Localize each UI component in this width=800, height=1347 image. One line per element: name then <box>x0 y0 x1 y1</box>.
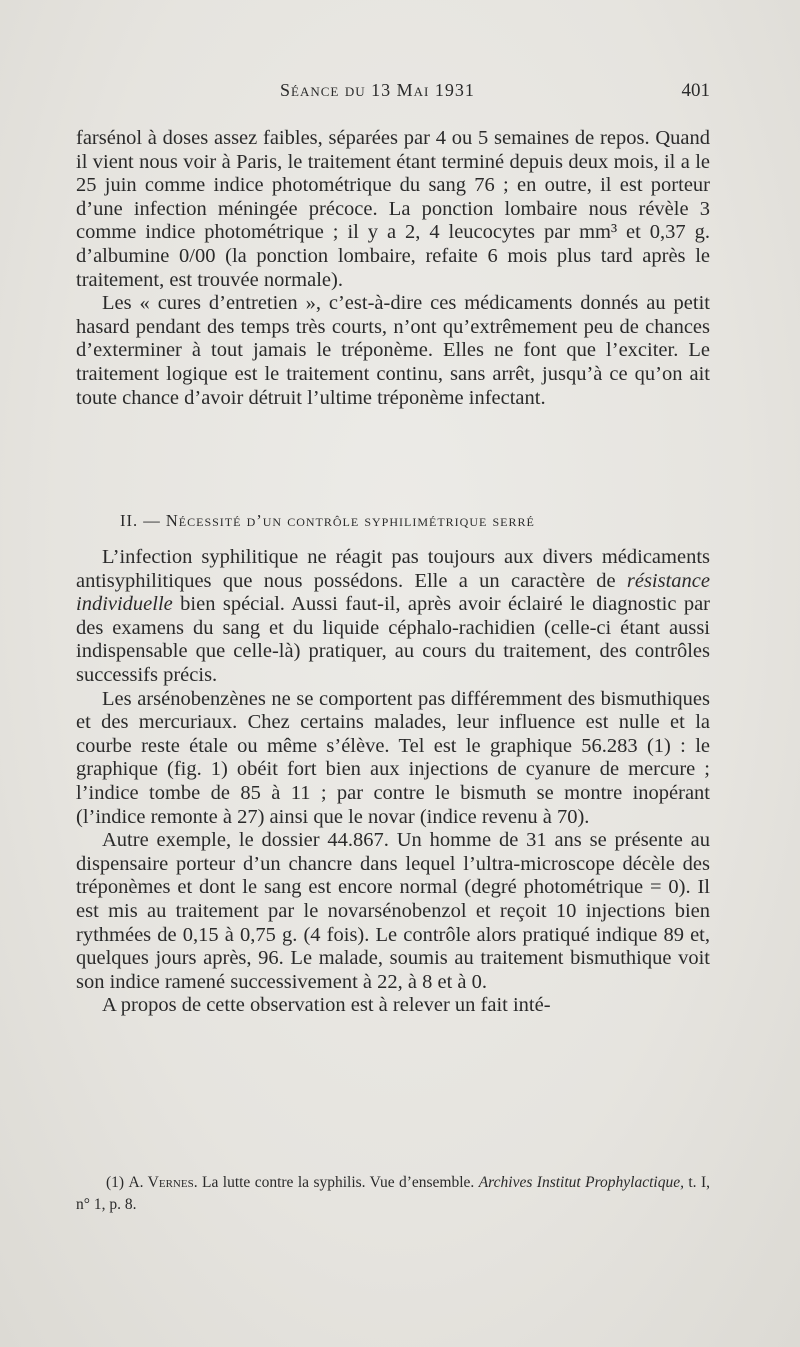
paragraph: Autre exemple, le dossier 44.867. Un homme de 31 ans se présente au dispensaire porteur d’un chancre dans lequel l’ultra-microscope décèle des tréponèmes et dont le sang est encore normal (degré photométrique = 0). Il est mis au traitement par le novarsénobenzol et reçoit 10 injections bien rythmées de 0,15 à 0,75 g. (4 fois). Le contrôle alors pratiqué indique 89 et, quelques jours après, 96. Le malade, soumis au traitement bismuthique voit son indice ramené successivement à 22, à 8 et à 0. <box>76 829 710 993</box>
section-heading <box>120 511 720 531</box>
footnote-author: A. Vernes. <box>128 1174 198 1191</box>
paragraph-text: bien spécial. Aussi faut-il, après avoir éclairé le diagnostic par des examens du sang et du liquide céphalo-rachidien (celle-ci étant aussi indispensable que celle-là) pratiquer, au cours du traitement, des contrôles successifs précis. <box>76 593 710 686</box>
page-number: 401 <box>681 80 710 101</box>
running-head <box>70 80 710 104</box>
footnote-marker: (1) <box>106 1174 129 1191</box>
paragraph: Les arsénobenzènes ne se comportent pas différemment des bismuthiques et des mercuriaux. Chez certains malades, leur influence est nulle et la courbe reste étale ou même s’élève. Tel est le graphique 56.283 (1) : le graphique (fig. 1) obéit fort bien aux injections de cyanure de mercure ; l’indice tombe de 85 à 11 ; par contre le bismuth se montre inopérant (l’indice remonte à 27) ainsi que le novar (indice revenu à 70). <box>76 687 710 828</box>
paragraph <box>76 546 710 688</box>
footnote <box>76 1172 710 1216</box>
text-block-top <box>76 127 710 410</box>
paragraph-text: L’infection syphilitique ne réagit pas toujours aux divers médicaments antisyphilitiques que nous possédons. Elle a un caractère de <box>76 546 710 592</box>
footnote-title: La lutte contre la syphilis. Vue d’ensemble. <box>197 1174 479 1191</box>
footnote-ref: t. I, n° 1, p. 8. <box>76 1174 711 1213</box>
paragraph: Les « cures d’entretien », c’est-à-dire ces médicaments donnés au petit hasard pendant des temps très courts, n’ont qu’extrêmement peu de chances d’exterminer à tout jamais le tréponème. Elles ne font que l’exciter. Le traitement logique est le traitement continu, sans arrêt, jusqu’à ce qu’on ait toute chance d’avoir détruit l’ultime tréponème infectant. <box>76 292 710 409</box>
footnote-text <box>76 1172 710 1216</box>
text-block-main <box>76 546 710 1018</box>
section-number: II. — <box>120 511 161 530</box>
footnote-journal: Archives Institut Prophylactique, <box>478 1174 684 1191</box>
paragraph: farsénol à doses assez faibles, séparées par 4 ou 5 semaines de repos. Quand il vient nous voir à Paris, le traitement étant terminé depuis deux mois, il a le 25 juin comme indice photométrique du sang 76 ; en outre, il est porteur d’une infection méningée précoce. La ponction lombaire nous révèle 3 comme indice photométrique ; il y a 2, 4 leucocytes par mm³ et 0,37 g. d’albumine 0/00 (la ponction lombaire, refaite 6 mois plus tard après le traitement, est trouvée normale). <box>76 127 710 291</box>
emphasis-text: résistance individuelle <box>76 569 710 616</box>
running-title: Séance du 13 Mai 1931 <box>280 80 475 100</box>
section-title: Nécessité d’un contrôle syphilimétrique serré <box>165 511 535 530</box>
paragraph: A propos de cette observation est à relever un fait inté- <box>102 994 551 1017</box>
